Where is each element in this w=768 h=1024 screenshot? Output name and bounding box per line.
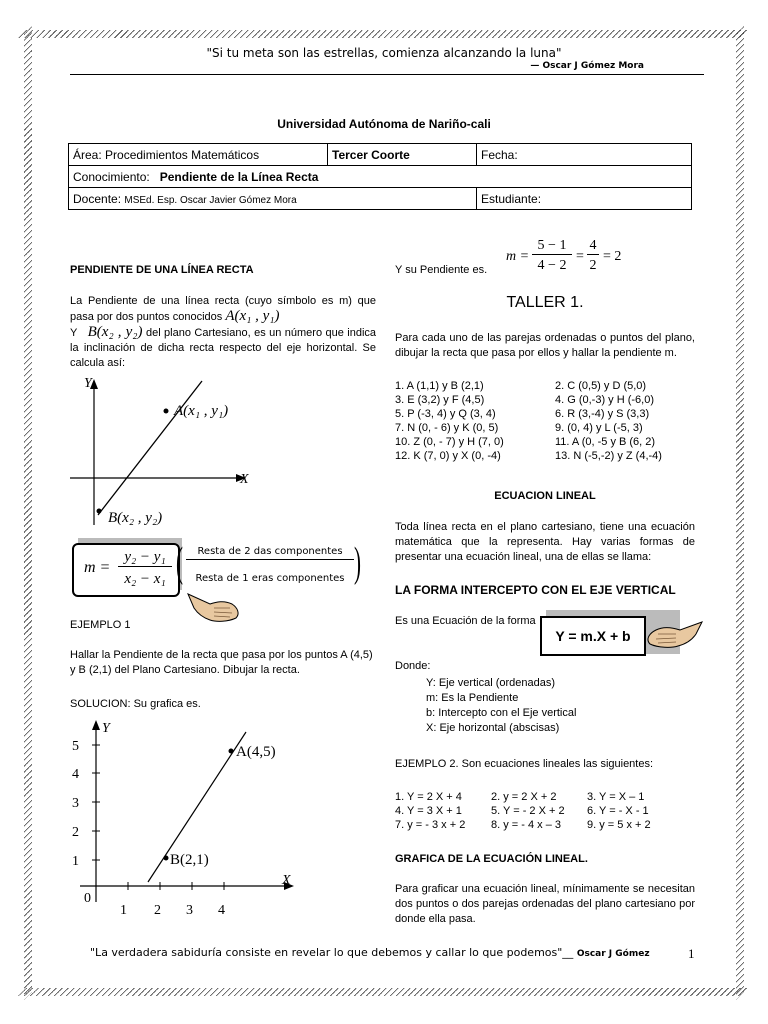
definition-item: b: Intercepto con el Eje vertical <box>426 707 577 719</box>
graph2-b-label: B(2,1) <box>170 852 209 868</box>
equation-item: 2. y = 2 X + 2 <box>491 791 557 803</box>
exercise-item: 4. G (0,-3) y H (-6,0) <box>555 394 655 406</box>
definitions-list <box>426 676 686 736</box>
graph2-xtick-1: 1 <box>120 903 127 918</box>
header-rule <box>70 74 704 75</box>
graph-section-text: Para graficar una ecuación lineal, mínimamente se necesitan dos puntos o dos parejas ordenadas del plano cartesiano por donde ella pasa. <box>395 883 695 925</box>
exercise-item: 13. N (-5,-2) y Z (4,-4) <box>555 450 662 462</box>
graph2-point-b <box>164 856 169 861</box>
formula-desc-denominator: Resta de 1 eras componentes <box>195 573 345 584</box>
page-border-left <box>24 26 32 1000</box>
info-table <box>68 143 692 210</box>
slope-denominator-2: 2 <box>589 258 597 273</box>
donde-label: Donde: <box>395 660 431 672</box>
area-cell <box>69 144 328 166</box>
graph1-point-b <box>97 509 102 514</box>
graph1-b-label: B(x₂ , y₂) <box>108 510 163 526</box>
term-cell: Tercer Coorte <box>328 144 477 166</box>
graph2-point-a <box>229 749 234 754</box>
graph2-origin: 0 <box>84 891 91 906</box>
intro-text-1: La Pendiente de una línea recta (cuyo símbolo es m) que pasa por dos puntos conocidos <box>70 295 376 323</box>
graph1-point-a <box>164 409 169 414</box>
graph2-xtick-4: 4 <box>218 903 225 918</box>
page-border-top <box>18 30 748 38</box>
equation-item: 3. Y = X – 1 <box>587 791 645 803</box>
definition-item: X: Eje horizontal (abscisas) <box>426 722 560 734</box>
graph1-x-label: X <box>240 472 249 487</box>
pointing-hand-icon <box>642 614 706 654</box>
formula-lhs: m = <box>84 559 111 576</box>
area-label: Área: <box>73 147 102 162</box>
definition-item: m: Es la Pendiente <box>426 692 519 704</box>
intro-point-a: A(x₁ , y₁) <box>225 308 280 324</box>
formula-desc-numerator: Resta de 2 das componentes <box>186 546 354 560</box>
topic-label: Conocimiento: <box>73 169 150 184</box>
equation-item: 5. Y = - 2 X + 2 <box>491 805 565 817</box>
slope-lhs: m = <box>506 249 530 264</box>
slope-intro: Y su Pendiente es. <box>395 264 488 276</box>
intro-text-2: del plano Cartesiano, es un número que indica la inclinación de dicha recta respecto del eje horizontal. Se calcula así: <box>70 327 377 369</box>
slope-result: = 2 <box>603 249 622 264</box>
area-value: Procedimientos Matemáticos <box>105 147 260 162</box>
paren-open: ( <box>176 540 183 586</box>
graph2-x-label: X <box>282 873 291 888</box>
footer-quote-text: "La verdadera sabiduría consiste en revelar lo que debemos y callar lo que podemos"__ <box>90 946 574 959</box>
exercise-item: 6. R (3,-4) y S (3,3) <box>555 408 650 420</box>
solution-text: SOLUCION: Su grafica es. <box>70 698 201 710</box>
exercise-item: 12. K (7, 0) y X (0, -4) <box>395 450 501 462</box>
topic-cell <box>69 166 692 188</box>
paren-close: ) <box>354 540 361 586</box>
graph2-y-label: Y <box>102 721 110 736</box>
linear-form-box: Y = m.X + b <box>540 616 646 656</box>
taller-text: Para cada uno de las parejas ordenadas o puntos del plano, dibujar la recta que pasa por ellos y hallar la pendiente m. <box>395 332 695 359</box>
graph-section-title: GRAFICA DE LA ECUACIÓN LINEAL. <box>395 853 588 865</box>
exercise-item: 11. A (0, -5 y B (6, 2) <box>555 436 656 448</box>
equation-item: 9. y = 5 x + 2 <box>587 819 651 831</box>
graph2-xtick-3: 3 <box>186 903 193 918</box>
student-cell: Estudiante: <box>477 188 692 210</box>
exercise-item: 2. C (0,5) y D (5,0) <box>555 380 647 392</box>
header-author: — Oscar J Gómez Mora <box>530 61 644 71</box>
formula-denominator: x₂ − x₁ <box>124 571 166 587</box>
graph2-y-arrow <box>92 720 100 730</box>
page-border-bottom <box>18 988 748 996</box>
slope-formula-box <box>72 543 180 597</box>
formula-numerator: y₂ − y₁ <box>118 549 172 567</box>
intro-y: Y <box>70 327 78 339</box>
university-title: Universidad Autónoma de Nariño-cali <box>277 117 491 131</box>
equation-item: 6. Y = - X - 1 <box>587 805 649 817</box>
left-intro <box>70 294 376 371</box>
header-quote: "Si tu meta son las estrellas, comienza alcanzando la luna" <box>206 46 562 60</box>
exercise-item: 9. (0, 4) y L (-5, 3) <box>555 422 643 434</box>
exercise-list <box>395 379 695 463</box>
ec-text: Toda línea recta en el plano cartesiano, tiene una ecuación matemática que la representa. Hay varias formas de presentar una ecuación lineal, una de ellas se llama: <box>395 521 695 563</box>
example1-text: Hallar la Pendiente de la recta que pasa por los puntos A (4,5) y B (2,1) del Plano Cartesiano. Dibujar la recta. <box>70 649 373 676</box>
equation-item: 8. y = - 4 x – 3 <box>491 819 562 831</box>
graph1-y-label: Y <box>84 376 92 391</box>
graph2-ytick-3: 3 <box>72 796 79 811</box>
intro-point-b: B(x₂ , y₂) <box>87 324 143 340</box>
exercise-item: 7. N (0, - 6) y K (0, 5) <box>395 422 499 434</box>
graph2-ytick-4: 4 <box>72 767 79 782</box>
equations-list <box>395 790 695 832</box>
example2-title: EJEMPLO 2. Son ecuaciones lineales las siguientes: <box>395 758 654 770</box>
slope-denominator: 4 − 2 <box>537 258 567 273</box>
graph1-a-label: A(x₁ , y₁) <box>174 403 229 419</box>
example1-title: EJEMPLO 1 <box>70 619 131 631</box>
equation-item: 1. Y = 2 X + 4 <box>395 791 462 803</box>
slope-diagram <box>70 375 260 535</box>
graph2-a-label: A(4,5) <box>236 744 276 760</box>
ec-title: ECUACION LINEAL <box>494 490 596 502</box>
form-intro: Es una Ecuación de la forma <box>395 615 536 627</box>
footer-quote <box>90 946 650 959</box>
example1-graph <box>66 718 306 918</box>
topic-value: Pendiente de la Línea Recta <box>159 169 319 184</box>
slope-numerator: 5 − 1 <box>532 238 572 255</box>
exercise-item: 3. E (3,2) y F (4,5) <box>395 394 485 406</box>
graph2-ytick-1: 1 <box>72 854 79 869</box>
taller-title: TALLER 1. <box>506 294 584 311</box>
form-title: LA FORMA INTERCEPTO CON EL EJE VERTICAL <box>395 583 676 597</box>
date-cell: Fecha: <box>477 144 692 166</box>
graph2-ytick-2: 2 <box>72 825 79 840</box>
page-number: 1 <box>688 946 695 961</box>
footer-author: Oscar J Gómez <box>576 949 650 959</box>
teacher-cell <box>69 188 477 210</box>
equation-item: 4. Y = 3 X + 1 <box>395 805 462 817</box>
exercise-item: 5. P (-3, 4) y Q (3, 4) <box>395 408 496 420</box>
slope-numerator-2: 4 <box>587 238 599 255</box>
page-border-right <box>736 26 744 1000</box>
exercise-item: 1. A (1,1) y B (2,1) <box>395 380 484 392</box>
exercise-item: 10. Z (0, - 7) y H (7, 0) <box>395 436 504 448</box>
equation-item: 7. y = - 3 x + 2 <box>395 819 466 831</box>
left-title: PENDIENTE DE UNA LÍNEA RECTA <box>70 264 254 276</box>
teacher-value: MSEd. Esp. Oscar Javier Gómez Mora <box>124 194 297 206</box>
teacher-label: Docente: <box>73 191 122 206</box>
slope-equals: = <box>576 249 584 264</box>
graph2-xtick-2: 2 <box>154 903 161 918</box>
graph2-ytick-5: 5 <box>72 739 79 754</box>
definition-item: Y: Eje vertical (ordenadas) <box>426 677 556 689</box>
graph1-line <box>98 381 202 515</box>
